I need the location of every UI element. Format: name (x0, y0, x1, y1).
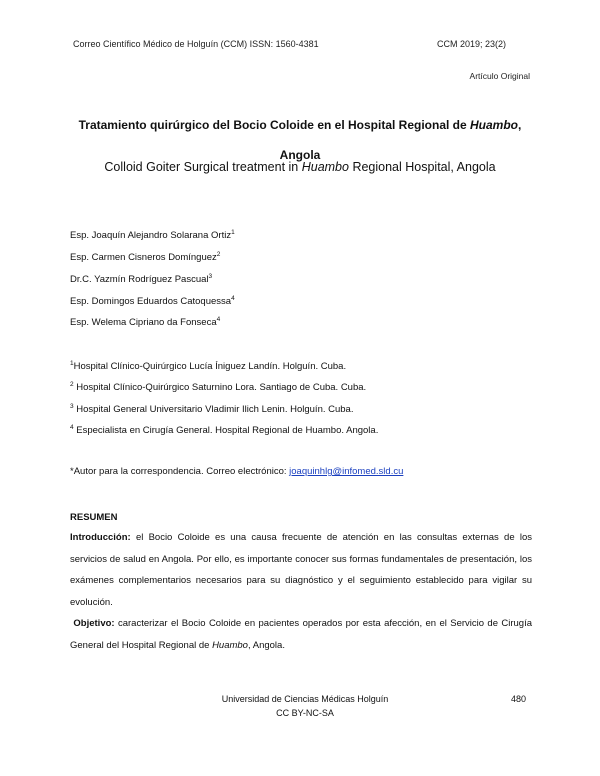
author-sup: 4 (231, 294, 235, 302)
affiliation-sup: 1 (70, 359, 74, 367)
affiliation-text: Especialista en Cirugía General. Hospital Regional de Huambo. Angola. (73, 425, 379, 436)
author-sup: 1 (231, 228, 235, 236)
affiliation-item (70, 404, 353, 415)
author-item (70, 274, 212, 285)
objective-text: caracterizar el Bocio Coloide en pacientes operados por esta afección, en el Servicio de Cirugía General del Hospital Regional de (70, 618, 533, 651)
article-type-label: Artículo Original (469, 71, 530, 81)
title-es-comma: , (518, 118, 522, 132)
affiliation-item (70, 361, 346, 372)
abstract-introduction (70, 527, 532, 613)
affiliation-item (70, 382, 366, 393)
correspondence-text: *Autor para la correspondencia. Correo electrónico: (70, 466, 290, 477)
author-name: Dr.C. Yazmín Rodríguez Pascual (70, 274, 209, 285)
author-name: Esp. Domingos Eduardos Catoquessa (70, 296, 232, 307)
section-heading-resumen: RESUMEN (70, 512, 118, 523)
title-en-tail: Regional Hospital, Angola (348, 160, 496, 174)
author-item (70, 296, 235, 307)
objective-tail: , Angola. (247, 639, 285, 651)
author-sup: 3 (208, 272, 213, 280)
author-name: Esp. Joaquín Alejandro Solarana Ortiz (70, 230, 232, 241)
affiliation-text: Hospital Clínico-Quirúrgico Lucía Íniguez Landín. Holguín. Cuba. (73, 361, 347, 372)
author-name: Esp. Welema Cipriano da Fonseca (70, 317, 217, 328)
title-es-emphasis: Huambo (470, 118, 519, 132)
affiliation-sup: 4 (70, 423, 74, 431)
author-item (70, 252, 220, 263)
footer-institution: Universidad de Ciencias Médicas Holguín (221, 694, 389, 704)
intro-label: Introducción: (70, 532, 131, 543)
author-item (70, 317, 220, 328)
correspondence-email-link[interactable]: joaquinhlg@infomed.sld.cu (289, 466, 404, 477)
running-header-journal: Correo Científico Médico de Holguín (CCM) ISSN: 1560-4381 (73, 39, 319, 49)
objective-emphasis: Huambo (212, 639, 248, 651)
page-number: 480 (511, 694, 527, 704)
affiliation-text: Hospital General Universitario Vladimir Ilich Lenin. Holguín. Cuba. (73, 404, 354, 415)
title-en-emphasis: Huambo (301, 160, 349, 174)
author-sup: 2 (216, 250, 221, 258)
author-sup: 4 (216, 315, 221, 323)
author-item (70, 230, 235, 241)
title-english (70, 160, 530, 174)
correspondence-line (70, 466, 403, 477)
title-es-text: Tratamiento quirúrgico del Bocio Coloide en el Hospital Regional de (78, 118, 471, 132)
affiliation-text: Hospital Clínico-Quirúrgico Saturnino Lora. Santiago de Cuba. Cuba. (73, 382, 367, 393)
affiliation-sup: 2 (70, 380, 74, 388)
footer-license: CC BY-NC-SA (276, 708, 334, 718)
abstract-objective (70, 613, 532, 656)
author-name: Esp. Carmen Cisneros Domínguez (70, 252, 217, 263)
objective-label: Objetivo: (73, 618, 115, 629)
running-header-issue: CCM 2019; 23(2) (437, 39, 507, 49)
affiliation-item (70, 425, 378, 436)
title-es-line2: Angola (279, 148, 321, 162)
affiliation-sup: 3 (70, 402, 74, 410)
intro-text: el Bocio Coloide es una causa frecuente de atención en las consultas externas de los servicios de salud en Angola. Por ello, es importante conocer sus formas fundamentales de presentación, los exámenes complementarios necesarios para su diagnóstico y el seguimiento establecido para vigilar su evolución. (70, 532, 532, 608)
title-en-text: Colloid Goiter Surgical treatment in (104, 160, 302, 174)
